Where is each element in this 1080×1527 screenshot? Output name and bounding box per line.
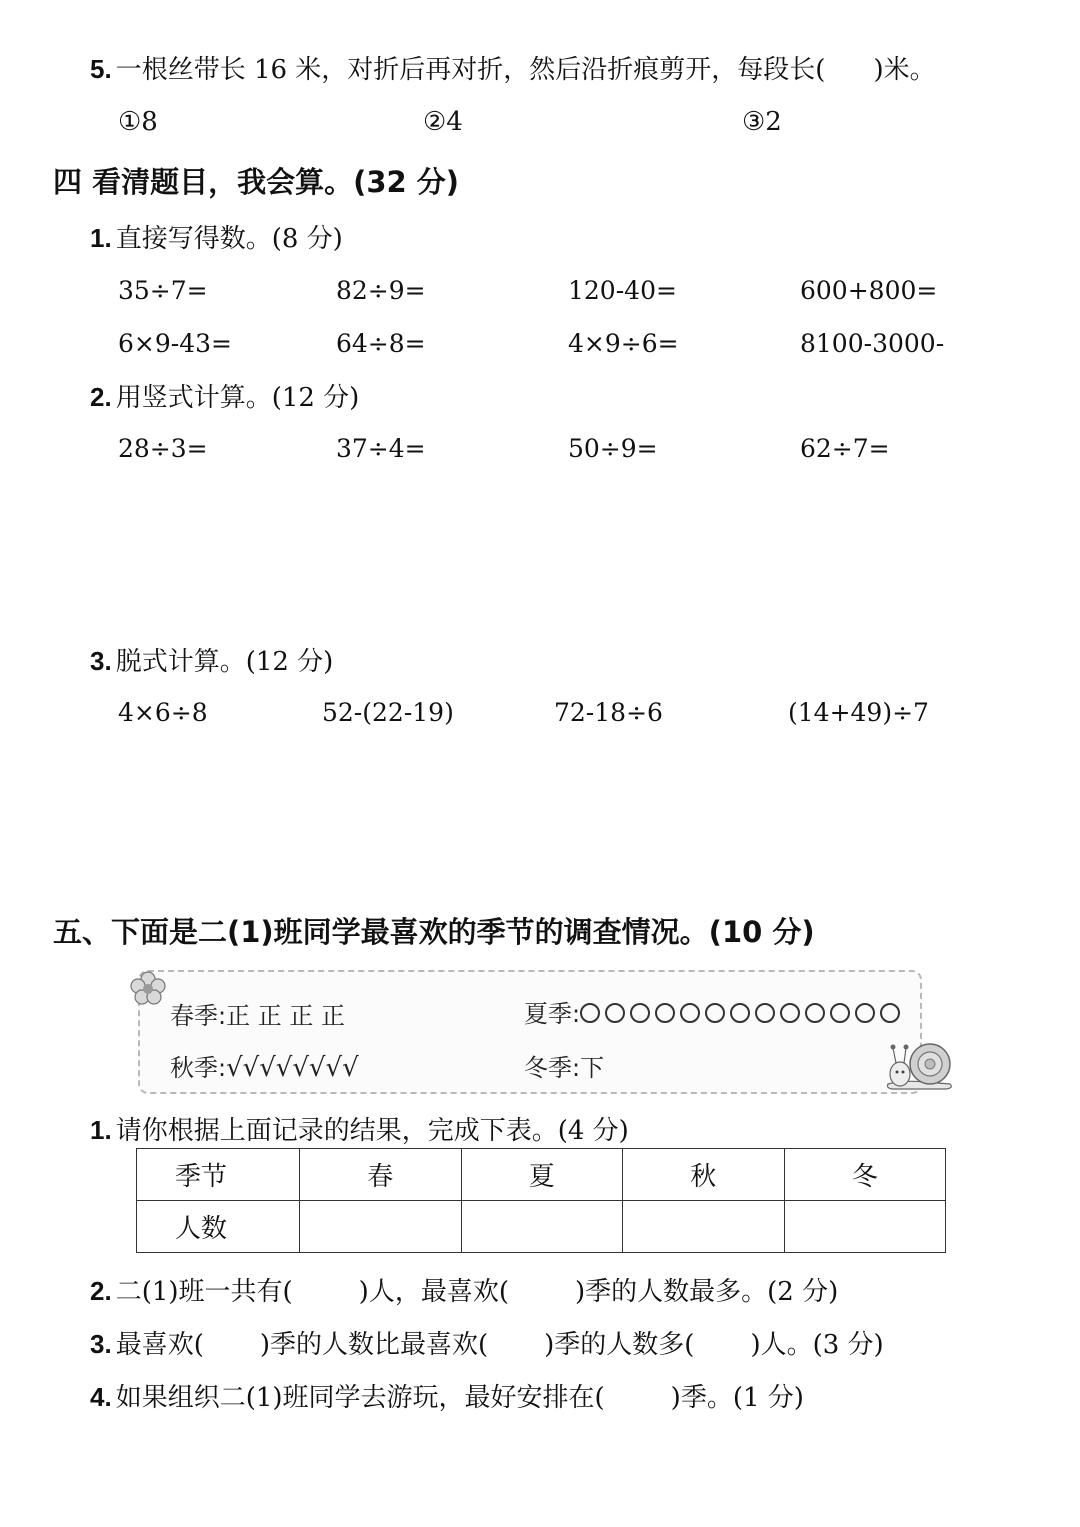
tally-circle [830,1003,850,1023]
s5-question-3 [90,1327,884,1362]
question-number: 4. [90,1382,112,1412]
row-label: 人数 [137,1201,300,1253]
step-calc-item: (14+49)÷7 [788,698,929,727]
option-1[interactable]: ①8 [118,107,158,137]
question-number: 2. [90,1276,112,1306]
spring-label: 春季: [170,1002,227,1030]
winter-label: 冬季: [524,1054,581,1082]
tally-circle [880,1003,900,1023]
tally-circle [630,1003,650,1023]
calc-item: 64÷8= [336,329,426,358]
vertical-calc-item: 50÷9= [568,434,658,463]
s4-question-3 [90,644,333,679]
question-number: 1. [90,223,112,253]
step-calc-item: 52-(22-19) [322,698,454,727]
question-text: )季的人数比最喜欢( [259,1330,489,1360]
s5-question-4 [90,1380,804,1415]
question-number: 1. [90,1115,112,1145]
survey-record-box [138,970,922,1094]
question-text: )季。(1 分) [670,1383,804,1413]
tally-circle [730,1003,750,1023]
question-text: )人，最喜欢( [358,1277,509,1307]
s5-question-2 [90,1274,838,1309]
question-text: 一根丝带长 16 米，对折后再对折，然后沿折痕剪开，每段长( [115,55,826,85]
winter-tally: 下 [580,1054,605,1082]
section-5-title: 五、下面是二(1)班同学最喜欢的季节的调查情况。(10 分) [53,915,815,949]
answer-cell-spring[interactable] [300,1201,462,1253]
s4-question-2 [90,380,359,415]
spring-tally: 正 正 正 正 [226,1002,345,1030]
tally-circle [580,1003,600,1023]
autumn-ticks: √√√√√√√√ [226,1053,359,1083]
answer-cell-autumn[interactable] [623,1201,785,1253]
autumn-label: 秋季: [170,1054,227,1082]
option-2[interactable]: ②4 [423,107,463,137]
question-5 [90,52,936,87]
table-header-cell: 夏 [461,1149,623,1201]
calc-item: 82÷9= [336,276,426,305]
tally-circle [780,1003,800,1023]
calc-item: 8100-3000- [800,329,945,358]
winter-record [524,1048,604,1083]
question-number: 5. [90,54,112,84]
answer-cell-winter[interactable] [784,1201,946,1253]
question-text: 如果组织二(1)班同学去游玩，最好安排在( [115,1383,605,1413]
summer-record [524,994,905,1029]
calc-item: 600+800= [800,276,938,305]
tally-circle [605,1003,625,1023]
table-header-cell: 季节 [137,1149,300,1201]
tally-circle [655,1003,675,1023]
calc-item: 4×9÷6= [568,329,679,358]
question-number: 3. [90,1329,112,1359]
tally-circle [855,1003,875,1023]
question-text: 脱式计算。(12 分) [115,647,334,677]
answer-cell-summer[interactable] [461,1201,623,1253]
tally-circle [755,1003,775,1023]
vertical-calc-item: 62÷7= [800,434,890,463]
calc-item: 120-40= [568,276,677,305]
table-header-row [137,1149,946,1201]
question-number: 2. [90,382,112,412]
question-text-end: )米。 [873,55,936,85]
tally-circle [705,1003,725,1023]
option-3[interactable]: ③2 [742,107,782,137]
vertical-calc-item: 28÷3= [118,434,208,463]
question-text: 最喜欢( [115,1330,204,1360]
table-header-cell: 冬 [784,1149,946,1201]
calc-item: 6×9-43= [118,329,232,358]
vertical-calc-item: 37÷4= [336,434,426,463]
question-text: 用竖式计算。(12 分) [115,383,360,413]
calc-item: 35÷7= [118,276,208,305]
step-calc-item: 4×6÷8 [118,698,208,727]
question-text: )人。(3 分) [750,1330,884,1360]
s4-question-1 [90,221,343,256]
snail-icon [884,1034,958,1092]
s5-question-1 [90,1113,629,1148]
question-text: )季的人数多( [544,1330,695,1360]
tally-circle [680,1003,700,1023]
question-number: 3. [90,646,112,676]
flower-icon [128,970,168,1006]
question-text: )季的人数最多。(2 分) [574,1277,839,1307]
question-text: 直接写得数。(8 分) [115,224,343,254]
summer-label: 夏季: [524,1000,581,1028]
summer-circles [580,1000,905,1028]
season-table [136,1148,946,1253]
table-header-cell: 秋 [623,1149,785,1201]
question-text: 请你根据上面记录的结果，完成下表。(4 分) [115,1116,629,1146]
spring-record [170,996,345,1031]
table-row [137,1201,946,1253]
table-header-cell: 春 [300,1149,462,1201]
autumn-record [170,1048,360,1083]
step-calc-item: 72-18÷6 [554,698,663,727]
tally-circle [805,1003,825,1023]
section-4-title: 四 看清题目，我会算。(32 分) [53,165,460,199]
question-text: 二(1)班一共有( [115,1277,293,1307]
